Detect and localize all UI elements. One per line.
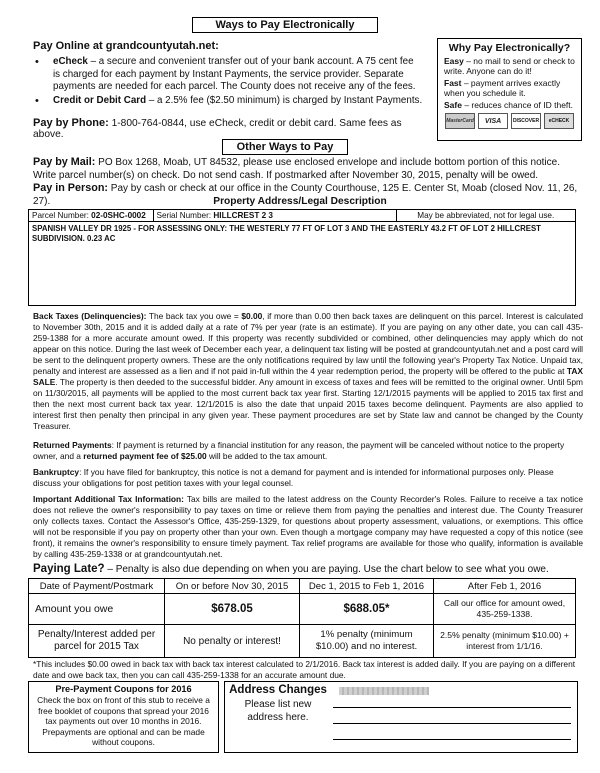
address-changes-label-area <box>225 684 331 724</box>
property-title: Property Address/Legal Description <box>213 196 387 207</box>
mail-label: Pay by Mail: <box>33 156 96 168</box>
prepayment-coupons-box <box>28 681 219 753</box>
mastercard-logo-icon: MasterCard <box>445 113 475 129</box>
safe-label: Safe <box>444 99 462 110</box>
person-label: Pay in Person: <box>33 182 109 194</box>
parcel-label: Parcel Number: <box>32 211 89 220</box>
parcel-value: 02-0SHC-0002 <box>91 211 146 220</box>
address-changes-title: Address Changes <box>229 684 327 696</box>
back-taxes-t2: , if more than 0.00 then back taxes are delinquent on this parcel. Interest is calculated to November 30th, 2015 and it is added daily at a rate of 7% per year (rate is an estimate). If you are paying on any other date, you can call 435-259-1388 for a more accurate amount owed. If this property was recently subdivided or combined, other delinquencies may apply which do not appear on this notice. During the last week of December each year, a delinquent tax listing will be posted at grandcountyutah.net and a post card will be sent to the delinquent property owners. These are the only notifications required by law until the following year's Property Tax Notice. Unpaid tax, penalty and interest are assessed as a lien and if not paid in-full within the 4 year redemption period, the property will be offered to the public at <box>33 311 583 376</box>
back-taxes-label: Back Taxes (Delinquencies): <box>33 311 147 321</box>
echeck-logo-icon: eCHECK <box>544 113 574 129</box>
returned-t2: will be added to the tax amount. <box>206 451 328 461</box>
paying-late-subheading: – Penalty is also due depending on when you are paying. Use the chart below to see what you owe. <box>104 564 549 575</box>
amount-after-feb: Call our office for amount owed, 435-259-1338. <box>434 594 576 625</box>
coupons-text: Check the box on front of this stub to receive a free booklet of coupons that spread your 2016 tax payments out over 10 months in 2016. Prepayments are optional and can be made without coupons. <box>37 695 210 748</box>
back-taxes-t3: . The property is then deeded to the successful bidder. Any amount in excess of taxes and fees will be remitted to the original owner. Until 5pm on 11/30/2015, all payments will be applied to the most current back tax year first. Starting 12/1/2015 payments will be applied to 2015 tax first and then the next most current back tax year. 12/1/2015 is also the date that unpaid 2015 taxes become delinquent. Payments are also applied to interest first then penalty then principal in any given year. These payment procedures are set by State law and cannot be changed by the County Treasurer. <box>33 377 583 431</box>
online-options-list <box>33 56 423 108</box>
fast-label: Fast <box>444 77 462 88</box>
penalty-after-feb: 2.5% penalty (minimum $10.00) + interest from 1/1/16. <box>434 625 576 658</box>
back-tax-amount: $0.00 <box>241 311 263 321</box>
card-text: – a 2.5% fee ($2.50 minimum) is charged by Instant Payments. <box>146 94 423 106</box>
coupons-title: Pre-Payment Coupons for 2016 <box>55 684 192 694</box>
echeck-text: – a secure and convenient transfer out of your bank account. A 75 cent fee is charged for each payment by Instant Payments, the service provider. Separate payments are needed for each parcel. The County does not receive any of the fees. <box>53 56 416 92</box>
paying-late-heading-row <box>33 563 593 575</box>
paying-late-heading: Paying Late? <box>33 563 105 575</box>
back-taxes-paragraph <box>33 311 583 432</box>
serial-number-cell <box>153 210 396 222</box>
phone-text: 1-800-764-0844, use eCheck, credit or debit card. Same fees as above. <box>33 118 402 140</box>
late-header-date: Date of Payment/Postmark <box>29 579 165 594</box>
card-option <box>33 95 423 108</box>
late-footnote: *This includes $0.00 owed in back tax with back tax interest calculated to 2/1/2016. Back tax interest is added daily. If you are paying on a different date and owe back tax, then you can call 435-259-1338 for an accurate amount due. <box>33 659 576 680</box>
late-header-dec1-feb1: Dec 1, 2015 to Feb 1, 2016 <box>300 579 434 594</box>
serial-value: HILLCREST 2 3 <box>213 211 273 220</box>
important-text: Tax bills are mailed to the latest address on the County Recorder's Roles. Failure to receive a tax notice does not relieve the owner's responsibility to pay taxes on time or relieve them from paying the penalties and interest due. The County Treasurer only collects taxes. Contact the Assessor's Office, 435-259-1329, for questions about property assessment, valuations, or exemptions. This office will not be responsible if you pay on property other than your own. Even though a mortgage company may have requested a copy of this notice (see front), it remains the owner's responsibility to ensure timely payment. Tax relief programs are available for those who qualify, information is available by calling 435-259-1338 or at grandcountyutah.net. <box>33 494 583 559</box>
address-line-3[interactable] <box>333 739 571 740</box>
pay-online-heading: Pay Online at grandcountyutah.net: <box>33 40 219 52</box>
address-changes-text: Please list new address here. <box>244 699 312 723</box>
why-easy <box>444 56 575 77</box>
amount-on-time: $678.05 <box>165 594 300 625</box>
paying-late-table <box>28 578 576 658</box>
pay-by-phone <box>33 117 433 140</box>
address-line-1[interactable] <box>333 707 571 708</box>
bankruptcy-label: Bankruptcy <box>33 467 80 477</box>
fast-text: – payment arrives exactly when you schedule it. <box>444 77 561 99</box>
abbrev-note: May be abbreviated, not for legal use. <box>396 210 575 222</box>
property-box <box>28 209 576 306</box>
address-line-2[interactable] <box>333 723 571 724</box>
redacted-name-block <box>339 687 429 695</box>
late-header-nov30: On or before Nov 30, 2015 <box>165 579 300 594</box>
bankruptcy-text: : If you have filed for bankruptcy, this notice is not a demand for payment and is intended for informational purposes only. Please discuss your obligations for post petition taxes with your legal counsel. <box>33 467 554 488</box>
returned-fee: returned payment fee of $25.00 <box>83 451 207 461</box>
echeck-option <box>33 56 423 94</box>
penalty-dec-feb: 1% penalty (minimum $10.00) and no interest. <box>300 625 434 658</box>
safe-text: – reduces chance of ID theft. <box>461 99 574 110</box>
phone-label: Pay by Phone: <box>33 117 109 129</box>
card-label: Credit or Debit Card <box>53 94 147 106</box>
easy-label: Easy <box>444 56 464 66</box>
section-title-other-ways: Other Ways to Pay <box>222 139 348 155</box>
amount-dec-feb: $688.05* <box>300 594 434 625</box>
important-label: Important Additional Tax Information: <box>33 494 184 504</box>
mail-text: PO Box 1268, Moab, UT 84532, please use enclosed envelope and include bottom portion of this notice. <box>95 157 560 168</box>
section-title-pay-electronically: Ways to Pay Electronically <box>192 17 378 33</box>
mail-line2: Write parcel number(s) on check. Do not send cash. If postmarked after November 30, 2015, penalty will be owed. <box>33 170 539 181</box>
returned-payments-paragraph <box>33 440 583 462</box>
penalty-on-time: No penalty or interest! <box>165 625 300 658</box>
parcel-number-cell <box>29 210 153 222</box>
why-pay-electronically-box <box>437 38 582 141</box>
tax-sale-text: TAX SALE <box>33 366 583 387</box>
payment-card-logos <box>444 113 575 129</box>
back-taxes-t1: The back tax you owe = <box>146 311 242 321</box>
address-changes-box <box>224 681 578 753</box>
returned-t1: : If payment is returned by a financial institution for any reason, the payment will be canceled without notice to the property owner, and a <box>33 440 565 461</box>
why-title: Why Pay Electronically? <box>448 42 571 54</box>
visa-logo-icon: VISA <box>478 113 508 129</box>
bankruptcy-paragraph <box>33 467 583 489</box>
important-info-paragraph <box>33 494 583 560</box>
why-fast <box>444 78 575 99</box>
discover-logo-icon: DISCOVER <box>511 113 541 129</box>
late-header-after-feb1: After Feb 1, 2016 <box>434 579 576 594</box>
why-safe <box>444 100 575 110</box>
parcel-table <box>29 210 575 222</box>
echeck-label: eCheck <box>53 56 88 67</box>
serial-label: Serial Number: <box>156 211 212 220</box>
returned-label: Returned Payments <box>33 440 112 450</box>
easy-text: – no mail to send or check to write. Anyone can do it! <box>444 56 575 77</box>
legal-description: SPANISH VALLEY DR 1925 - FOR ASSESSING ONLY: THE WESTERLY 77 FT OF LOT 3 AND THE EASTERLY 43.2 FT OF LOT 2 HILLCREST SUBDIVISION. 0.23 AC <box>32 224 541 243</box>
late-row-amount-label: Amount you owe <box>29 594 165 625</box>
late-row-penalty-label: Penalty/Interest added per parcel for 2015 Tax <box>29 625 165 658</box>
person-text: Pay by cash or check at our office in the County Courthouse, 125 E. Center St, Moab (closed Nov. 11, 26, 27). <box>33 183 578 207</box>
pay-by-mail <box>33 156 593 182</box>
